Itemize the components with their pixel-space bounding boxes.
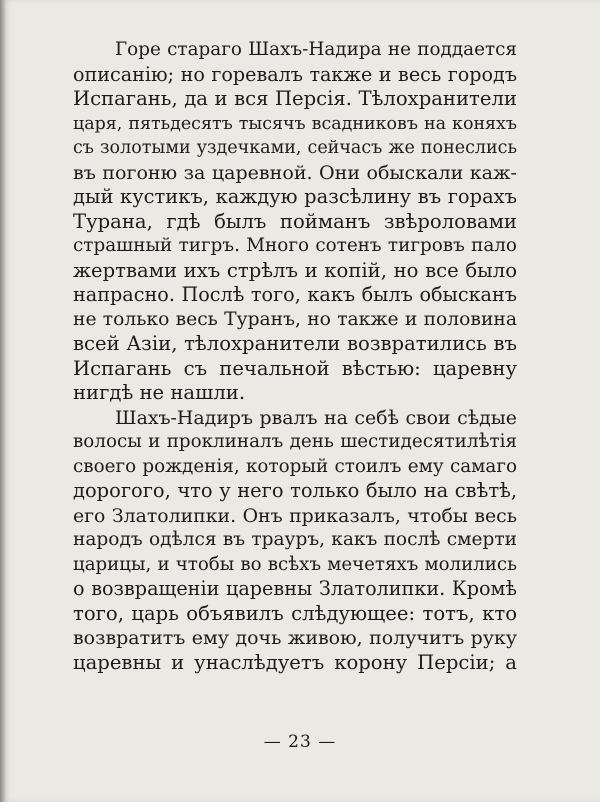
text-line: царя, пятьдесятъ тысячъ всадниковъ на коняхъ [73, 113, 517, 134]
paragraph-1 [73, 38, 517, 406]
text-line: жертвами ихъ стрѣлъ и копій, но все было [73, 258, 517, 282]
page-body [73, 38, 517, 675]
text-line: своего рожденія, который стоилъ ему самаго [73, 455, 517, 477]
text-line: волосы и проклиналъ день шестидесятилѣтія [73, 431, 517, 452]
page-binding-edge [0, 0, 6, 802]
text-line: съ золотыми уздечками, сейчасъ же понеслись [73, 138, 517, 158]
text-line: царевны и унаслѣдуетъ корону Персіи; а [73, 650, 517, 674]
page-number: — 23 — [263, 732, 337, 752]
text-line: о возвращеніи царевны Златолипки. Кромѣ [73, 577, 517, 600]
text-line: Горе стараго Шахъ-Надира не поддается [115, 39, 517, 60]
text-line: всей Азіи, тѣлохранители возвратились въ [73, 332, 517, 355]
text-line: его Златолипки. Онъ приказалъ, чтобы весь [73, 504, 517, 527]
text-line: Испагань, да и вся Персія. Тѣлохранители [73, 87, 517, 110]
text-line: въ погоню за царевной. Они обыскали каж- [73, 161, 517, 184]
text-line: царицы, и чтобы во всѣхъ мечетяхъ молились [73, 553, 517, 575]
text-line: Шахъ-Надиръ рвалъ на себѣ свои сѣдые [115, 406, 517, 429]
text-line: дорогого, что у него только было на свѣтѣ, [73, 479, 517, 502]
text-line: не только весь Туранъ, но также и половина [73, 308, 517, 330]
paragraph-2 [73, 406, 517, 676]
text-line: страшный тигръ. Много сотенъ тигровъ пало [73, 235, 517, 256]
text-line: Турана, гдѣ былъ пойманъ звѣроловами [73, 209, 517, 233]
text-line: напрасно. Послѣ того, какъ былъ обысканъ [73, 283, 517, 306]
text-line: Испагань съ печальной вѣстью: царевну [73, 356, 517, 380]
text-line: дый кустикъ, каждую разсѣлину въ горахъ [73, 185, 517, 208]
text-line: народъ одѣлся въ трауръ, какъ послѣ смерти [73, 529, 517, 550]
text-line: описанію; но горевалъ также и весь городъ [73, 62, 517, 86]
text-line: возвратитъ ему дочь живою, получитъ руку [73, 627, 517, 649]
text-line: того, царь объявилъ слѣдующее: тотъ, кто [73, 601, 517, 625]
text-line: нигдѣ не нашли. [73, 381, 246, 404]
